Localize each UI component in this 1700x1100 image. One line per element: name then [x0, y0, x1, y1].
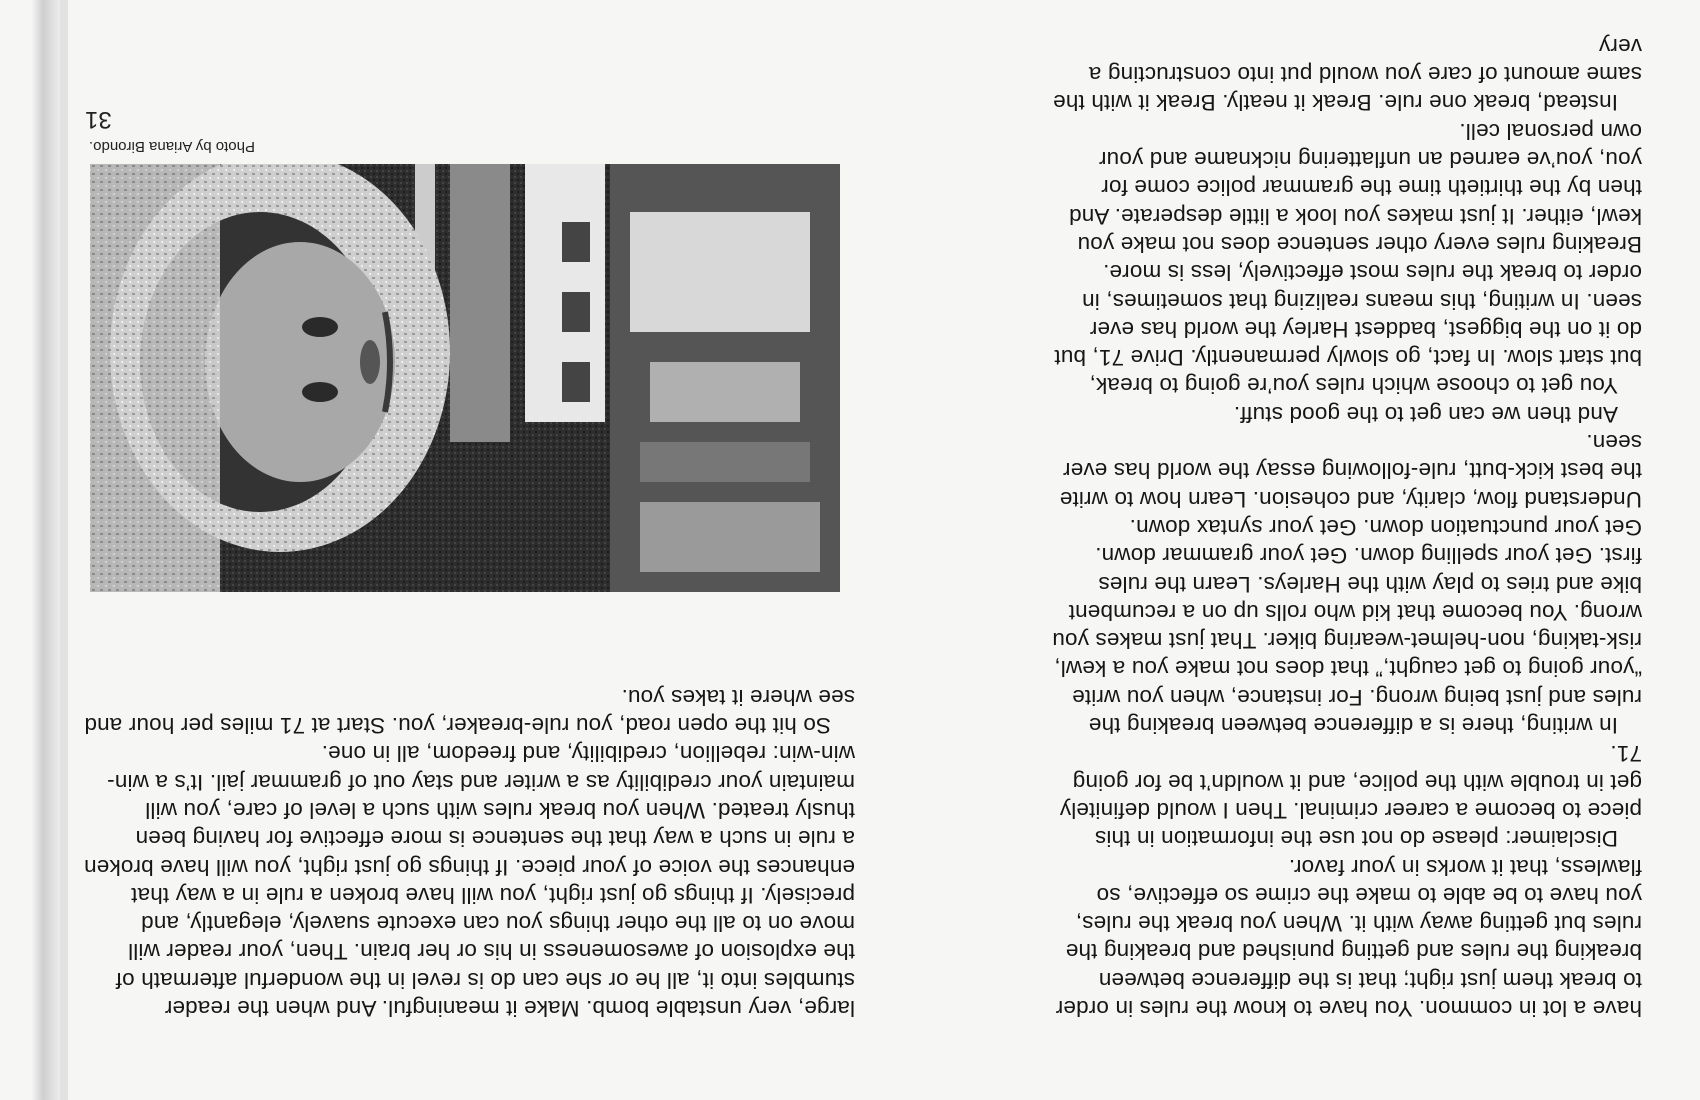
photo-caption: Photo by Ariana Birondo.	[89, 138, 255, 155]
left-text-column	[1052, 32, 1642, 1022]
right-text-column	[80, 682, 855, 1022]
page-number: 31	[85, 106, 112, 133]
paragraph: large, very unstable bomb. Make it meaningful. And when the reader stumbles into it, all he or she can do is revel in the wonderful aftermath of the explosion of awesomeness in his or her brain. Then, your reader will move on to all the other things you can execute suavely, elegantly, and precisely. If things go just right, you will have broken a rule in a way that enhances the voice of your piece. If things go just right, you will have broken a rule in such a way that the sentence is more effective for having been thusly treated. When you break rules with such a level of care, you will maintain your credibility as a writer and stay out of grammar jail. It’s a win-win-win: rebellion, credibility, and freedom, all in one.	[83, 741, 855, 1021]
paragraph: So hit the open road, you rule-breaker, you. Start at 71 miles per hour and see where it takes you.	[84, 684, 855, 739]
photo	[90, 164, 840, 592]
photo-image	[90, 164, 840, 592]
paragraph: You get to choose which rules you’re going to break, but start slow. In fact, go slowly permanently. Drive 71, but do it on the biggest, baddest Harley the world has ever seen. In writing, this means realizing that sometimes, in order to break the rules most effectively, less is more. Breaking rules every other sentence does not make you kewl, either. It just makes you look a little desperate. And then by the thirtieth time the grammar police come for you, you’ve earned an unflattering nickname and your own personal cell.	[1054, 118, 1642, 399]
paragraph: In writing, there is a difference between breaking the rules and just being wrong. For instance, when you write “your going to get caught,” that does not make you a kewl, risk-taking, non-helmet-wearing biker. That just makes you wrong. You become that kid who rolls up on a recumbent bike and tries to play with the Harleys. Learn the rules first. Get your spelling down. Get your grammar down. Get your punctuation down. Get your syntax down. Understand flow, clarity, and cohesion. Learn how to write the best kick-butt, rule-following essay the world has ever seen.	[1052, 430, 1642, 739]
paragraph: have a lot in common. You have to know the rules in order to break them just right; that is the difference between breaking the rules and getting punished and breaking the rules but getting away with it. When you break the rules, you have to be able to make the crime so effective, so flawless, that it works in your favor.	[1055, 854, 1642, 1021]
page-gutter-edge	[60, 0, 68, 1100]
paragraph: Disclaimer: please do not use the information in this piece to become a career criminal. Then I would definitely get in trouble with the police, and it wouldn’t be for going 71.	[1059, 741, 1642, 852]
paragraph: Instead, break one rule. Break it neatly. Break it with the same amount of care you would put into constructing a very	[1053, 33, 1642, 116]
page-gutter	[32, 0, 60, 1100]
paragraph: And then we can get to the good stuff.	[1233, 401, 1618, 427]
